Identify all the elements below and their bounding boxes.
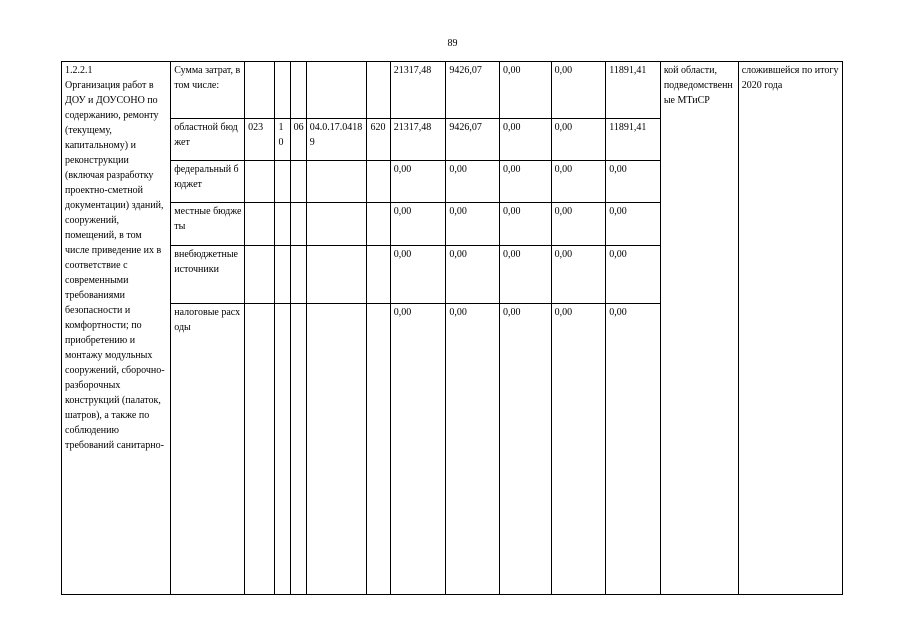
rz-cell bbox=[275, 203, 290, 246]
grbs-cell bbox=[245, 161, 275, 203]
funding-source: федеральный бюджет bbox=[171, 161, 245, 203]
grbs-cell bbox=[245, 304, 275, 595]
value-cell: 0,00 bbox=[606, 304, 661, 595]
value-cell: 0,00 bbox=[446, 161, 500, 203]
value-cell: 0,00 bbox=[551, 203, 606, 246]
page-number: 89 bbox=[447, 38, 458, 49]
vr-cell bbox=[367, 62, 390, 119]
grbs-cell bbox=[245, 246, 275, 304]
value-cell: 0,00 bbox=[551, 119, 606, 161]
value-cell: 0,00 bbox=[499, 246, 551, 304]
value-cell: 0,00 bbox=[390, 246, 446, 304]
value-cell: 0,00 bbox=[446, 203, 500, 246]
rz-cell bbox=[275, 246, 290, 304]
value-cell: 0,00 bbox=[390, 304, 446, 595]
activity-cell bbox=[62, 62, 171, 595]
value-cell: 0,00 bbox=[390, 161, 446, 203]
value-cell: 0,00 bbox=[499, 304, 551, 595]
value-cell: 11891,41 bbox=[606, 119, 661, 161]
rz-cell bbox=[275, 304, 290, 595]
csr-cell bbox=[306, 62, 367, 119]
grbs-cell bbox=[245, 62, 275, 119]
csr-cell bbox=[306, 161, 367, 203]
value-cell: 9426,07 bbox=[446, 62, 500, 119]
funding-source: внебюджетные источники bbox=[171, 246, 245, 304]
value-cell: 0,00 bbox=[446, 246, 500, 304]
funding-source: налоговые расходы bbox=[171, 304, 245, 595]
table-row bbox=[62, 62, 843, 119]
vr-cell bbox=[367, 203, 390, 246]
csr-cell bbox=[306, 246, 367, 304]
value-cell: 0,00 bbox=[390, 203, 446, 246]
executor-cell: кой области, подведомственные МТиСР bbox=[660, 62, 738, 595]
vr-cell bbox=[367, 161, 390, 203]
csr-cell bbox=[306, 304, 367, 595]
activity-code: 1.2.2.1 bbox=[65, 65, 93, 76]
pr-cell: 06 bbox=[290, 119, 306, 161]
vr-cell bbox=[367, 304, 390, 595]
value-cell: 0,00 bbox=[606, 203, 661, 246]
pr-cell bbox=[290, 161, 306, 203]
value-cell: 0,00 bbox=[499, 203, 551, 246]
csr-cell: 04.0.17.04189 bbox=[306, 119, 367, 161]
value-cell: 0,00 bbox=[499, 119, 551, 161]
value-cell: 0,00 bbox=[606, 246, 661, 304]
pr-cell bbox=[290, 246, 306, 304]
funding-source: местные бюджеты bbox=[171, 203, 245, 246]
result-cell: сложившейся по итогу 2020 года bbox=[738, 62, 842, 595]
value-cell: 9426,07 bbox=[446, 119, 500, 161]
pr-cell bbox=[290, 203, 306, 246]
value-cell: 0,00 bbox=[551, 161, 606, 203]
value-cell: 11891,41 bbox=[606, 62, 661, 119]
value-cell: 0,00 bbox=[499, 161, 551, 203]
grbs-cell bbox=[245, 203, 275, 246]
rz-cell bbox=[275, 161, 290, 203]
value-cell: 0,00 bbox=[551, 62, 606, 119]
value-cell: 0,00 bbox=[446, 304, 500, 595]
value-cell: 0,00 bbox=[499, 62, 551, 119]
rz-cell: 10 bbox=[275, 119, 290, 161]
grbs-cell: 023 bbox=[245, 119, 275, 161]
budget-table bbox=[61, 61, 843, 595]
pr-cell bbox=[290, 62, 306, 119]
value-cell: 21317,48 bbox=[390, 119, 446, 161]
activity-description: Организация работ в ДОУ и ДОУСОНО по содержанию, ремонту (текущему, капитальному) и реконструкции (включая разработку проектно-сметной документации) зданий, сооружений, помещений, в том числе приведение их в соответствие с современными требованиями безопасности и комфортности; по приобретению и монтажу модульных сооружений, сборочно-разборочных конструкций (палаток, шатров), а также по соблюдению требований санитарно- bbox=[65, 80, 165, 451]
value-cell: 0,00 bbox=[551, 246, 606, 304]
value-cell: 21317,48 bbox=[390, 62, 446, 119]
rz-cell bbox=[275, 62, 290, 119]
value-cell: 0,00 bbox=[551, 304, 606, 595]
vr-cell bbox=[367, 246, 390, 304]
pr-cell bbox=[290, 304, 306, 595]
vr-cell: 620 bbox=[367, 119, 390, 161]
csr-cell bbox=[306, 203, 367, 246]
value-cell: 0,00 bbox=[606, 161, 661, 203]
funding-source: областной бюджет bbox=[171, 119, 245, 161]
funding-source: Сумма затрат, в том числе: bbox=[171, 62, 245, 119]
